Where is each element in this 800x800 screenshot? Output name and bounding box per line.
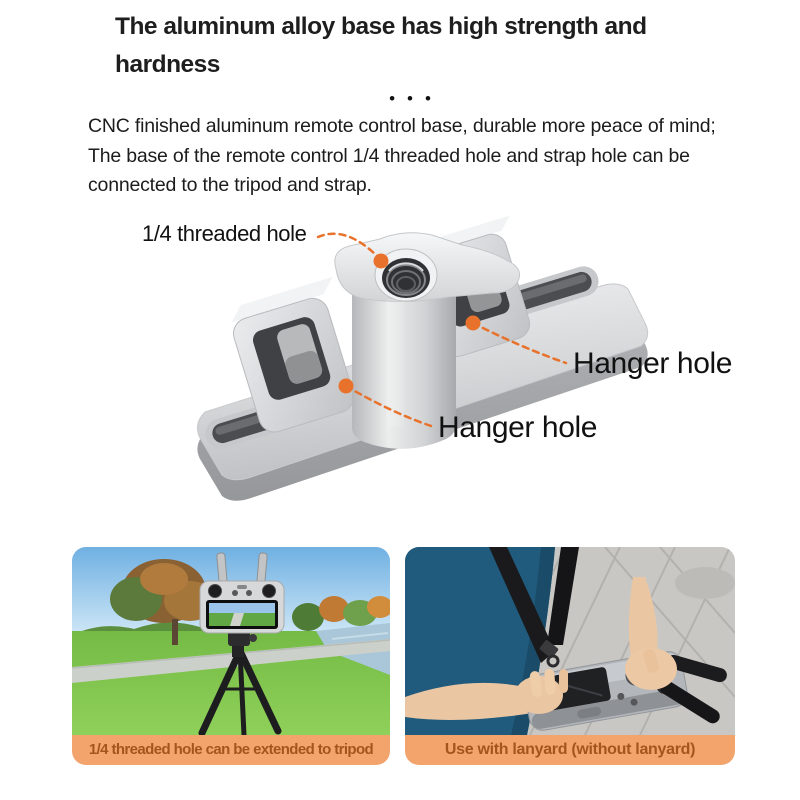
callout-hanger-hole-bottom-label: Hanger hole [438,411,598,444]
gallery-card-tripod [72,547,390,765]
right-stick [263,585,276,598]
headline: The aluminum alloy base has high strength and hardness [115,13,647,78]
separator-dots [389,89,431,108]
caption-lanyard: Use with lanyard (without lanyard) [405,735,735,765]
callout-dot [374,254,389,269]
product-figure [0,205,800,520]
photo-tripod-scene [72,547,390,735]
gallery-card-lanyard [405,547,735,765]
dot-icon: • [389,89,396,108]
callout-hanger-hole-right-label: Hanger hole [573,347,733,380]
callout-dot [466,316,481,331]
intro-paragraph: CNC finished aluminum remote control base, durable more peace of mind; The base of the remote control 1/4 threaded hole and strap hole can be connected to the tripod and strap. [88,115,716,196]
left-stick [209,585,222,598]
callout-threaded-hole-label: 1/4 threaded hole [142,221,307,246]
dot-icon: • [407,89,413,108]
caption-tripod: 1/4 threaded hole can be extended to tripod [72,735,390,765]
photo-lanyard-scene [405,547,735,735]
callout-dot [339,379,354,394]
dot-icon: • [424,89,431,108]
